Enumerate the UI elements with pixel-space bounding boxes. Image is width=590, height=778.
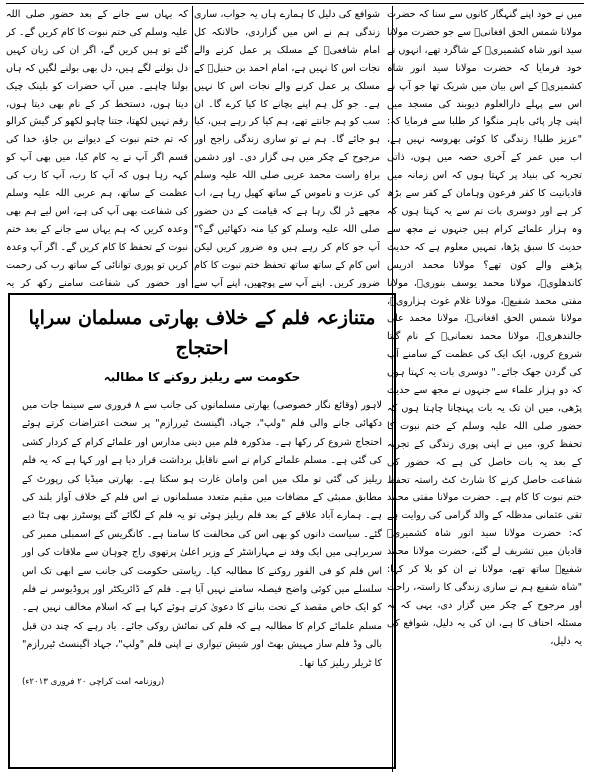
news-subheadline: حکومت سے ریلیز روکنے کا مطالبہ <box>103 370 301 384</box>
article-text-right: میں نے خود اپنے گنہگار کانوں سے سنا کہ حضرت مولانا شمس الحق افغانیؒ سے جو حضرت مولانا سید انور شاہ کشمیریؒ کے شاگرد تھے، انہوں نے خود فرمایا کہ حضرت مولانا سید انور شاہ کشمیریؒ کے اس بیان میں شریک تھا جو آپ نے اس سے پہلے دارالعلوم دیوبند کی مسجد میں اپنی چار پائی باہر منگوا کر طلبا سے فرمایا کہ: "عزیز طلبا! زندگی کا کوئی بھروسہ نہیں ہے، اب میں عمر کے آخری حصہ میں ہوں، ذاتی تجربہ کی بنیاد پر کہتا ہوں کہ اس زمانہ میں قادیانیت کا کفر فرعون وہامان کے کفر سے بڑھ کر ہے اور دوسری بات تم سے یہ کہتا ہوں کہ وہ ہزار علمائے کرام ہیں جنہوں نے مجھ سے حدیث کا سبق پڑھا، تمہیں معلوم ہے کہ حدیث پڑھنے والے کون تھے؟ مولانا محمد ادریس کاندھلویؒ، مولانا محمد یوسف بنوریؒ، مولانا مفتی محمد شفیعؒ، مولانا غلام غوث ہزارویؒ، مولانا شمس الحق افغانیؒ، مولانا محمد علی جالندھریؒ، مولانا محمد نعمانیؒ کے نام گنتا شروع کروں، ایک ایک کی عظمت کے سامنے آپ کی گردن جھک جائے۔" دوسری بات یہ کہتا ہوں کہ دو ہزار علماء سے جنہوں نے مجھ سے حدیث پڑھی، میں ان تک یہ بات پہنچانا چاہتا ہوں کہ حضور صلی اللہ علیہ وسلم کے ختم نبوت کا تحفظ کرو، میں نے اپنی پوری زندگی کے تجربہ کے بعد یہ بات حاصل کی ہے کہ حضور کی شفاعت حاصل کرنے کا شارٹ کٹ راستہ تحفظ ختم نبوت کا کام ہے۔ حضرت مولانا مفتی محمد تقی عثمانی مدظلہ کے والد گرامی کی روایت ہے کہ: حضرت مولانا سید انور شاہ کشمیریؒ قادیان میں تشریف لے گئے، حضرت مولانا محمد شفیعؒ ساتھ تھے، مولانا نے ان کو بلا کر کہا: "شاہ شفیع ہم نے ساری زندگی کا راستہ، راحت اور مرجوح کے چکر میں گزار دی، یہی کہ یہ مسئلہ احناف کا ہے، ان کی یہ دلیل، شوافع کی یہ دلیل، <box>387 9 582 647</box>
news-headline: متنازعہ فلم کے خلاف بھارتی مسلمان سراپا احتجاج <box>28 307 376 359</box>
news-box <box>8 293 396 769</box>
article-text-middle: شوافع کی دلیل کا ہمارے ہاں یہ جواب، ساری زندگی ہم نے اس میں گزاردی، حالانکہ کل امام شافعیؒ کے مسلک پر عمل کرنے والے نجات اس کا نہیں ہے، امام احمد بن حنبلؒ کے مسلک پر عمل کرنے والے نجات اس کا نہیں ہے۔ جو کل ہم اپنے بچانے کا کیا کرے گا۔ ان سب کو ہم جانتے تھے، ہم کیا کر رہے ہیں، کیا ہو جائے گا۔ ہم نے تو ساری زندگی راجح اور مرجوح کے چکر میں ہی گزار دی۔ اور دشمن براہِ راست محمد عربی صلی اللہ علیہ وسلم کی عزت و ناموس کے ساتھ کھیل رہا ہے، اب مجھے ڈر لگ رہا ہے کہ قیامت کے دن حضور صلی اللہ علیہ وسلم کو کیا منہ دکھائیں گے؟" آپ جو کام کر رہے ہیں وہ ضرور کریں لیکن اس کام کے ساتھ ساتھ تحفظ ختم نبوت کا کام ضرور کریں۔ اپنے آپ سے پوچھیں، اپنے آپ سے <box>194 9 380 288</box>
top-rule <box>6 3 584 4</box>
column-divider <box>192 6 193 288</box>
news-body-text: لاہور (وقائع نگار خصوصی) بھارتی مسلمانوں کی جانب سے ۸ فروری سے سینما جات میں دکھائی جانے والی فلم "ولپ"، جہاد، اگینسٹ ٹیررازم" پر سخت اعتراضات کرتے ہوئے احتجاج شروع کر رکھا ہے۔ مذکورہ فلم میں دینی مدارس اور علمائے کرام کے کردار کشی کی گئی ہے۔ مسلم علمائے کرام نے اسے ناقابل برداشت قرار دیا ہے اور کہا ہے کہ یہ فلم ریلیز کی گئی تو ملک میں امن وامان غارت ہو سکتا ہے۔ بھارتی میڈیا کی رپورٹ کے مطابق ممبئی کے مضافات میں مقیم متعدد مسلمانوں نے اس فلم کے خلاف آواز بلند کی ہے۔ ہمارے آباد علاقے کے بعد فلم ریلیز ہوئی تو یہ فلم کے لگائے گئے پوسٹرز بھی ہٹا دیے گئے۔ سیاست دانوں کو بھی اس کی مخالفت کا سامنا ہے۔ کانگریس کے اسمبلی ممبر کی سربراہی میں ایک وفد نے مہاراشٹر کے وزیر اعلیٰ پرتھوی راج چوہان سے ملاقات کی اور اس فلم کو فی الفور روکنے کا مطالبہ کیا۔ ریاستی حکومت کی جانب سے ابھی تک اس سلسلے میں کوئی واضح فیصلہ سامنے نہیں آیا ہے۔ فلم کے ڈائریکٹر اور پروڈیوسر نے فلم کو ایک خاص مقصد کے تحت بنانے کا دعویٰ کرتے ہوئے کہا ہے کہ اسلام مخالف نہیں ہے۔ مسلم علمائے کرام کا مطالبہ ہے کہ فلم کی نمائش روکی جائے۔ یاد رہے کہ چند دن قبل بالی وڈ فلم ساز مہیش بھٹ اور شیش تیواری نے اپنی فلم "ولپ"، جہاد اگینسٹ ٹیررازم" کا ٹریلر ریلیز کیا تھا۔ <box>22 400 382 669</box>
news-credit: (روزنامہ امت کراچی ۲۰ فروری ۲۰۱۳ء) <box>22 677 165 688</box>
article-column-right <box>387 6 582 772</box>
news-body <box>22 397 382 692</box>
article-column-left <box>6 6 188 288</box>
article-text-left: کہ یہاں سے جانے کے بعد حضور صلی اللہ علیہ وسلم کی ختم نبوت کا کام کریں گے۔ کر گئے تو ہیں کریں گے، اگر ان کی زبان کہیں دل بولنے لگے ہیں، دل بھی بولنے لگیں کہ ہاں بولنا چاہیے۔ میں آپ حضرات کو بلینک چیک دیتا ہوں، دستخط کر کے نام بھی دیتا ہوں، رقم نہیں لکھتا، جتنا چاہو لکھو کر گیش کرالو کہ تم ختم نبوت کے دیوانے بن جاؤ، خدا کی قسم اگر آپ نے یہ کام کیا، میں بھی آپ کو کہہ رہا ہوں کہ آپ کا رب، آپ کا رب کی عظمت کے ساتھ، ہم عربی اللہ علیہ وسلم کی شفاعت بھی آپ کی ہے، اس لیے ہم بھی وعدہ کریں کہ ہم یہاں سے جانے کے بعد ختم نبوت کے تحفظ کا کام کریں گے۔ اگر آپ وعدہ کریں تو پوری توانائی کے ساتھ رب کی رحمت اور حضور کی شفاعت سامنے رکھ کر یہ <box>6 9 188 288</box>
article-column-middle <box>194 6 380 288</box>
